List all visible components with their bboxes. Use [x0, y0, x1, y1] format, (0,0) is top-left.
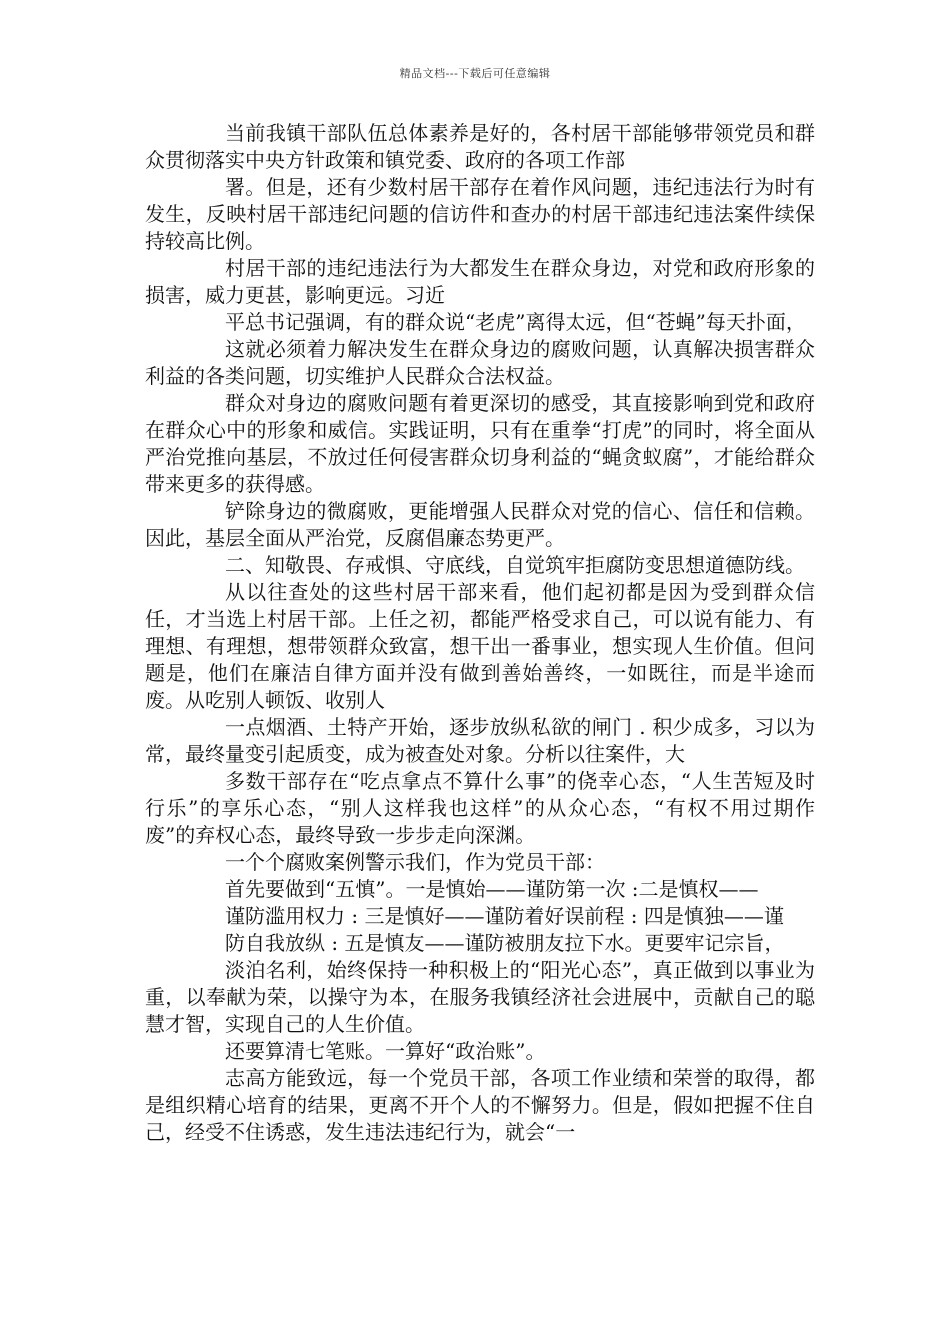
paragraph-1: 当前我镇干部队伍总体素养是好的，各村居干部能够带领党员和群众贯彻落实中央方针政策和镇党委、政府的各项工作部 [145, 121, 815, 172]
paragraph-17: 志高方能致远，每一个党员干部，各项工作业绩和荣誉的取得，都是组织精心培育的结果，更离不开个人的不懈努力。但是，假如把握不住自己，经受不住诱惑，发生违法违纪行为，就会“一 [145, 1066, 815, 1144]
paragraph-2: 署。但是，还有少数村居干部存在着作风问题，违纪违法行为时有发生，反映村居干部违纪问题的信访件和查办的村居干部违纪违法案件续保持较高比例。 [145, 175, 815, 253]
paragraph-13: 谨防滥用权力 : 三是慎好——谨防着好误前程 : 四是慎独——谨 [225, 904, 784, 928]
paragraph-9: 一点烟酒、土特产开始，逐步放纵私欲的闸门 . 积少成多，习以为常，最终量变引起质变，成为被查处对象。分析以往案件，大 [145, 715, 815, 766]
paragraph-5: 这就必须着力解决发生在群众身边的腐败问题，认真解决损害群众利益的各类问题，切实维护人民群众合法权益。 [145, 337, 815, 388]
paragraph-11: 一个个腐败案例警示我们，作为党员干部： [225, 850, 605, 874]
paragraph-7: 铲除身边的微腐败，更能增强人民群众对党的信心、信任和信赖。因此，基层全面从严治党，反腐倡廉态势更严。 [145, 499, 815, 550]
paragraph-15: 淡泊名利，始终保持一种积极上的“阳光心态”，真正做到以事业为重，以奉献为荣，以操守为本，在服务我镇经济社会进展中，贡献自己的聪慧才智，实现自己的人生价值。 [145, 958, 815, 1036]
paragraph-6: 群众对身边的腐败问题有着更深切的感受，其直接影响到党和政府在群众心中的形象和威信。实践证明，只有在重拳“打虎”的同时，将全面从严治党推向基层，不放过任何侵害群众切身利益的“蝇贪蚁腐”，才能给群众带来更多的获得感。 [145, 391, 815, 496]
paragraph-3: 村居干部的违纪违法行为大都发生在群众身边，对党和政府形象的损害，威力更甚，影响更远。习近 [145, 256, 815, 307]
document-body [145, 120, 815, 1146]
paragraph-12: 首先要做到“五慎”。一是慎始——谨防第一次 :二是慎权—— [225, 877, 759, 901]
paragraph-10: 多数干部存在“吃点拿点不算什么事”的侥幸心态，“人生苦短及时行乐”的享乐心态，“别人这样我也这样”的从众心态，“有权不用过期作废”的弃权心态，最终导致一步步走向深渊。 [145, 769, 815, 847]
paragraph-16: 还要算清七笔账。一算好“政治账”。 [225, 1039, 546, 1063]
paragraph-8: 从以往查处的这些村居干部来看，他们起初都是因为受到群众信任，才当选上村居干部。上任之初，都能严格受求自己，可以说有能力、有理想、有理想，想带领群众致富，想干出一番事业，想实现人生价值。但问题是，他们在廉洁自律方面并没有做到善始善终，一如既往，而是半途而废。从吃别人顿饭、收别人 [145, 580, 815, 712]
section-heading-2: 二、知敬畏、存戒惧、守底线，自觉筑牢拒腐防变思想道德防线。 [225, 553, 805, 577]
page-header: 精品文档---下载后可任意编辑 [399, 67, 551, 80]
paragraph-4: 平总书记强调，有的群众说“老虎”离得太远，但“苍蝇”每天扑面， [225, 310, 806, 334]
paragraph-14: 防自我放纵 : 五是慎友——谨防被朋友拉下水。更要牢记宗旨， [225, 931, 785, 955]
